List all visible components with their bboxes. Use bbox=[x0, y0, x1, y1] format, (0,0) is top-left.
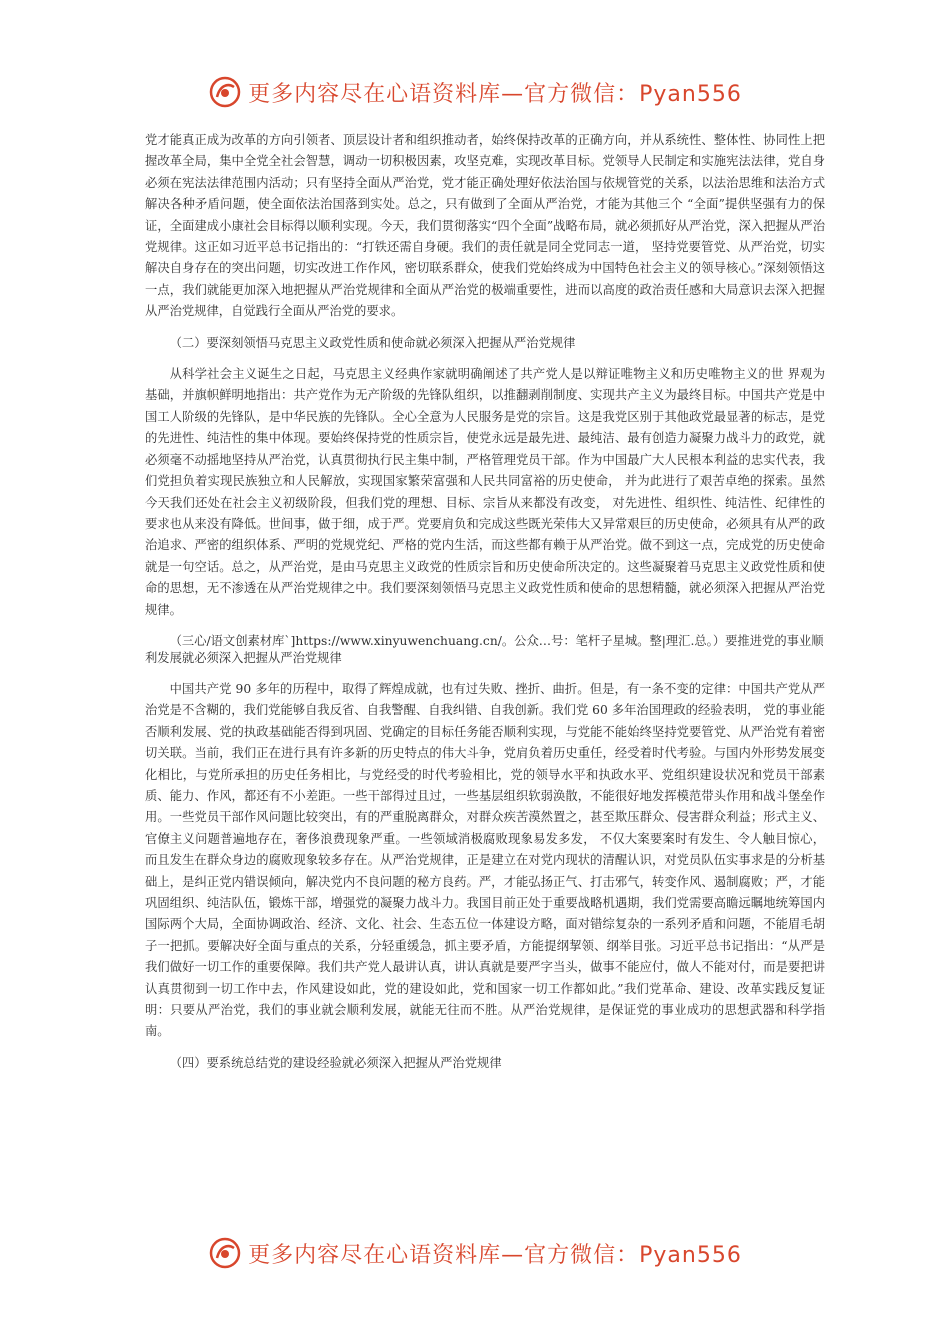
footer-banner bbox=[0, 1233, 950, 1273]
paragraph-section-3: 中国共产党 90 多年的历程中，取得了辉煌成就，也有过失败、挫折、曲折。但是，有一条不变的定律：中国共产党从严治党是不含糊的，我们党能够自我反省、自我警醒、自我纠错、自我创新。我们党 60 多年治国理政的经验表明， 党的事业能否顺利发展、党的执政基础能否得到巩固、党确定的目标任务能否顺利实现，与党能不能始终坚持党要管党、从严治党有着密切关联。当前，我们正在进行具有许多新的历史特点的伟大斗争，党肩负着历史重任，经受着时代考验。与国内外形势发展变化相比，与党所承担的历史任务相比，与党经受的时代考验相比，党的领导水平和执政水平、党组织建设状况和党员干部素质、能力、作风，都还有不小差距。一些干部得过且过，一些基层组织软弱涣散，不能很好地发挥模范带头作用和战斗堡垒作用。一些党员干部作风问题比较突出，有的严重脱离群众，对群众疾苦漠然置之，甚至欺压群众、侵害群众利益；形式主义、官僚主义问题普遍地存在，奢侈浪费现象严重。一些领域消极腐败现象易发多发， 不仅大案要案时有发生、令人触目惊心，而且发生在群众身边的腐败现象较多存在。从严治党规律，正是建立在对党内现状的清醒认识，对党员队伍实事求是的分析基础上，是纠正党内错误倾向，解决党内不良问题的秘方良药。严，才能弘扬正气、打击邪气，转变作风、遏制腐败；严，才能巩固组织、纯洁队伍，锻炼干部，增强党的凝聚力战斗力。我国目前正处于重要战略机遇期，我们党需要高瞻远瞩地统筹国内国际两个大局，全面协调政治、经济、文化、社会、生态五位一体建设方略，面对错综复杂的一系列矛盾和问题，不能眉毛胡子一把抓。要解决好全面与重点的关系，分轻重缓急，抓主要矛盾，方能提纲挈领、纲举目张。习近平总书记指出：“从严是我们做好一切工作的重要保障。我们共产党人最讲认真，讲认真就是要严字当头，做事不能应付，做人不能对付，而是要把讲认真贯彻到一切工作中去，作风建设如此，党的建设如此，党和国家一切工作都如此。”我们党革命、建设、改革实践反复证明：只要从严治党，我们的事业就会顺利发展，就能无往而不胜。从严治党规律，是保证党的事业成功的思想武器和科学指南。 bbox=[145, 681, 825, 1039]
section-heading-4: （四）要系统总结党的建设经验就必须深入把握从严治党规律 bbox=[169, 1055, 502, 1070]
header-banner-text: 更多内容尽在心语资料库—官方微信：Pyan556 bbox=[248, 81, 742, 107]
header-banner bbox=[0, 72, 950, 112]
paragraph-section-2: 从科学社会主义诞生之日起，马克思主义经典作家就明确阐述了共产党人是以辩证唯物主义和历史唯物主义的世 界观为基础，并旗帜鲜明地指出：共产党作为无产阶级的先锋队组织，以推翻剥削制度、实现共产主义为最终目标。中国共产党是中国工人阶级的先锋队，是中华民族的先锋队。全心全意为人民服务是党的宗旨。这是我党区别于其他政党最显著的标志，是党的先进性、纯洁性的集中体现。要始终保持党的性质宗旨，使党永远是最先进、最纯洁、最有创造力凝聚力战斗力的政党，就必须毫不动摇地坚持从严治党，认真贯彻执行民主集中制，严格管理党员干部。作为中国最广大人民根本利益的忠实代表，我们党担负着实现民族独立和人民解放，实现国家繁荣富强和人民共同富裕的历史使命， 并为此进行了艰苦卓绝的探索。虽然今天我们还处在社会主义初级阶段，但我们党的理想、目标、宗旨从来都没有改变， 对先进性、组织性、纯洁性、纪律性的要求也从来没有降低。世间事，做于细，成于严。党要肩负和完成这些既光荣伟大又异常艰巨的历史使命，必须具有从严的政治追求、严密的组织体系、严明的党规党纪、严格的党内生活，而这些都有赖于从严治党。做不到这一点，完成党的历史使命就是一句空话。总之，从严治党，是由马克思主义政党的性质宗旨和历史使命所决定的。这些凝聚着马克思主义政党性质和使命的思想，无不渗透在从严治党规律之中。我们要深刻领悟马克思主义政党性质和使命的思想精髓，就必须深入把握从严治党规律。 bbox=[145, 367, 825, 617]
brand-logo-icon bbox=[208, 75, 242, 109]
paragraph-continued: 党才能真正成为改革的方向引领者、顶层设计者和组织推动者，始终保持改革的正确方向，并从系统性、整体性、协同性上把握改革全局，集中全党全社会智慧，调动一切积极因素，攻坚克难，实现改革目标。党领导人民制定和实施宪法法律，党自身必须在宪法法律范围内活动；只有坚持全面从严治党，党才能正确处理好依法治国与依规管党的关系，以法治思维和法治方式解决各种矛盾问题，使全面依法治国落到实处。总之，只有做到了全面从严治党，才能为其他三个 “全面”提供坚强有力的保证，全面建成小康社会目标得以顺利实现。今天，我们贯彻落实“四个全面”战略布局，就必须抓好从严治党，深入把握从严治党规律。这正如习近平总书记指出的：“打铁还需自身硬。我们的责任就是同全党同志一道， 坚持党要管党、从严治党，切实解决自身存在的突出问题，切实改进工作作风，密切联系群众，使我们党始终成为中国特色社会主义的领导核心。”深刻领悟这一点，我们就能更加深入地把握从严治党规律和全面从严治党的极端重要性，进而以高度的政治责任感和大局意识去深入把握从严治党规律，自觉践行全面从严治党的要求。 bbox=[145, 133, 825, 319]
brand-logo-icon bbox=[208, 1236, 242, 1270]
document-body bbox=[145, 130, 825, 1084]
footer-banner-text: 更多内容尽在心语资料库—官方微信：Pyan556 bbox=[248, 1242, 742, 1268]
section-heading-2: （二）要深刻领悟马克思主义政党性质和使命就必须深入把握从严治党规律 bbox=[169, 335, 576, 350]
section-heading-3: （三心/语文创素材库`]https://www.xinyuwenchuang.cn/。公众…号：笔杆子星城。整|理汇.总。）要推进党的事业顺利发展就必须深入把握从严治党规律 bbox=[145, 633, 824, 665]
